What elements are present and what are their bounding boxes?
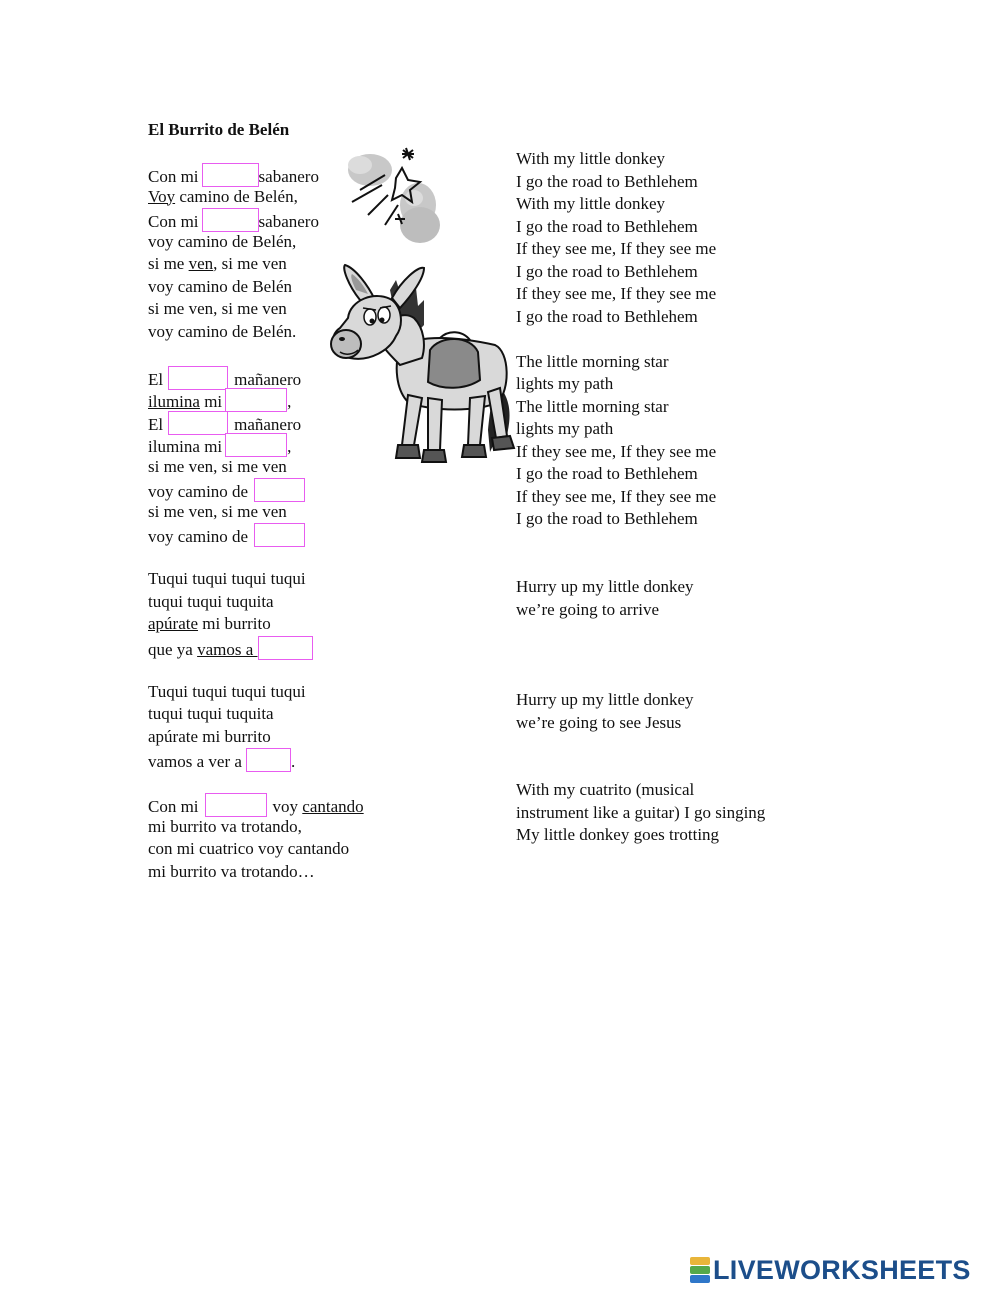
lyric-line: ilumina mi ,	[148, 388, 364, 411]
translation-line: I go the road to Bethlehem	[516, 171, 698, 191]
translation-line: we’re going to see Jesus	[516, 712, 682, 732]
lyric-line: si me ven, si me ven	[148, 299, 287, 318]
song-title: El Burrito de Belén	[148, 120, 290, 139]
liveworksheets-logo-icon	[690, 1257, 710, 1283]
liveworksheets-logo	[690, 1255, 971, 1285]
translation-stanza-3	[516, 576, 694, 621]
answer-blank[interactable]	[202, 163, 259, 187]
translation-line: lights my path	[516, 419, 614, 438]
lyric-line: apúrate mi burrito	[148, 614, 271, 633]
translation-line: lights my path	[516, 374, 614, 393]
lyric-line: con mi cuatrico voy cantando	[148, 839, 350, 858]
translation-line: With my cuatrito (musical	[516, 780, 695, 799]
translation-line: With my little donkey	[516, 194, 665, 213]
answer-blank[interactable]	[168, 411, 228, 435]
translation-line: With my little donkey	[516, 149, 665, 168]
lyric-line: voy camino de Belén	[148, 276, 292, 296]
lyric-line: voy camino de Belén.	[148, 321, 297, 341]
lyric-line: ilumina mi ,	[148, 433, 364, 456]
translation-line: Hurry up my little donkey	[516, 577, 694, 596]
lyric-line: Voy camino de Belén,	[148, 186, 298, 206]
translation-stanza-4	[516, 689, 694, 734]
translation-stanza-2	[516, 351, 716, 531]
translation-line: If they see me, If they see me	[516, 486, 717, 506]
answer-blank[interactable]	[168, 366, 228, 390]
translation-line: If they see me, If they see me	[516, 239, 717, 258]
lyric-line: tuqui tuqui tuquita	[148, 704, 274, 723]
saddle	[428, 339, 480, 388]
lyric-line: mi burrito va trotando,	[148, 816, 302, 836]
lyric-line: El mañanero	[148, 366, 364, 389]
lyric-line: Tuqui tuqui tuqui tuqui	[148, 569, 306, 588]
lyric-line: Tuqui tuqui tuqui tuqui	[148, 681, 306, 701]
lyric-line: vamos a ver a .	[148, 748, 364, 771]
lyric-line: si me ven, si me ven	[148, 501, 287, 521]
lyric-line: Con mi sabanero	[148, 208, 364, 231]
translation-line: Hurry up my little donkey	[516, 690, 694, 709]
translation-line: I go the road to Bethlehem	[516, 509, 698, 528]
answer-blank[interactable]	[246, 748, 291, 772]
translation-line: If they see me, If they see me	[516, 284, 717, 303]
translation-line: I go the road to Bethlehem	[516, 261, 698, 281]
answer-blank[interactable]	[254, 523, 305, 547]
lyric-line: mi burrito va trotando…	[148, 861, 315, 881]
donkey-illustration	[330, 140, 545, 470]
lyric-line: que ya vamos a	[148, 636, 364, 659]
answer-blank[interactable]	[202, 208, 259, 232]
lyric-line: Con mi sabanero	[148, 163, 364, 186]
translation-line: The little morning star	[516, 351, 669, 371]
answer-blank[interactable]	[258, 636, 313, 660]
translation-line: I go the road to Bethlehem	[516, 306, 698, 326]
translation-line: My little donkey goes trotting	[516, 825, 720, 844]
lyric-line: si me ven, si me ven	[148, 254, 287, 273]
answer-blank[interactable]	[225, 388, 287, 412]
lyric-line: Con mi voy cantando	[148, 793, 364, 816]
translation-line: I go the road to Bethlehem	[516, 216, 698, 236]
lyric-line: voy camino de	[148, 478, 364, 501]
translation-stanza-1	[516, 148, 716, 328]
translation-line: The little morning star	[516, 396, 669, 416]
translation-stanza-5	[516, 779, 765, 847]
lyric-line: El mañanero	[148, 411, 364, 434]
english-translation	[516, 148, 716, 531]
translation-line: I go the road to Bethlehem	[516, 464, 698, 483]
lyric-line: apúrate mi burrito	[148, 726, 271, 746]
lyric-line: voy camino de	[148, 523, 364, 546]
brand-name: LIVEWORKSHEETS	[713, 1254, 971, 1285]
answer-blank[interactable]	[225, 433, 287, 457]
lyric-line: si me ven, si me ven	[148, 456, 287, 476]
answer-blank[interactable]	[254, 478, 305, 502]
translation-line: instrument like a guitar) I go singing	[516, 802, 766, 822]
translation-line: we’re going to arrive	[516, 599, 660, 619]
lyric-line: tuqui tuqui tuquita	[148, 591, 274, 611]
translation-line: If they see me, If they see me	[516, 441, 717, 461]
lyric-line: voy camino de Belén,	[148, 231, 297, 251]
answer-blank[interactable]	[205, 793, 267, 817]
